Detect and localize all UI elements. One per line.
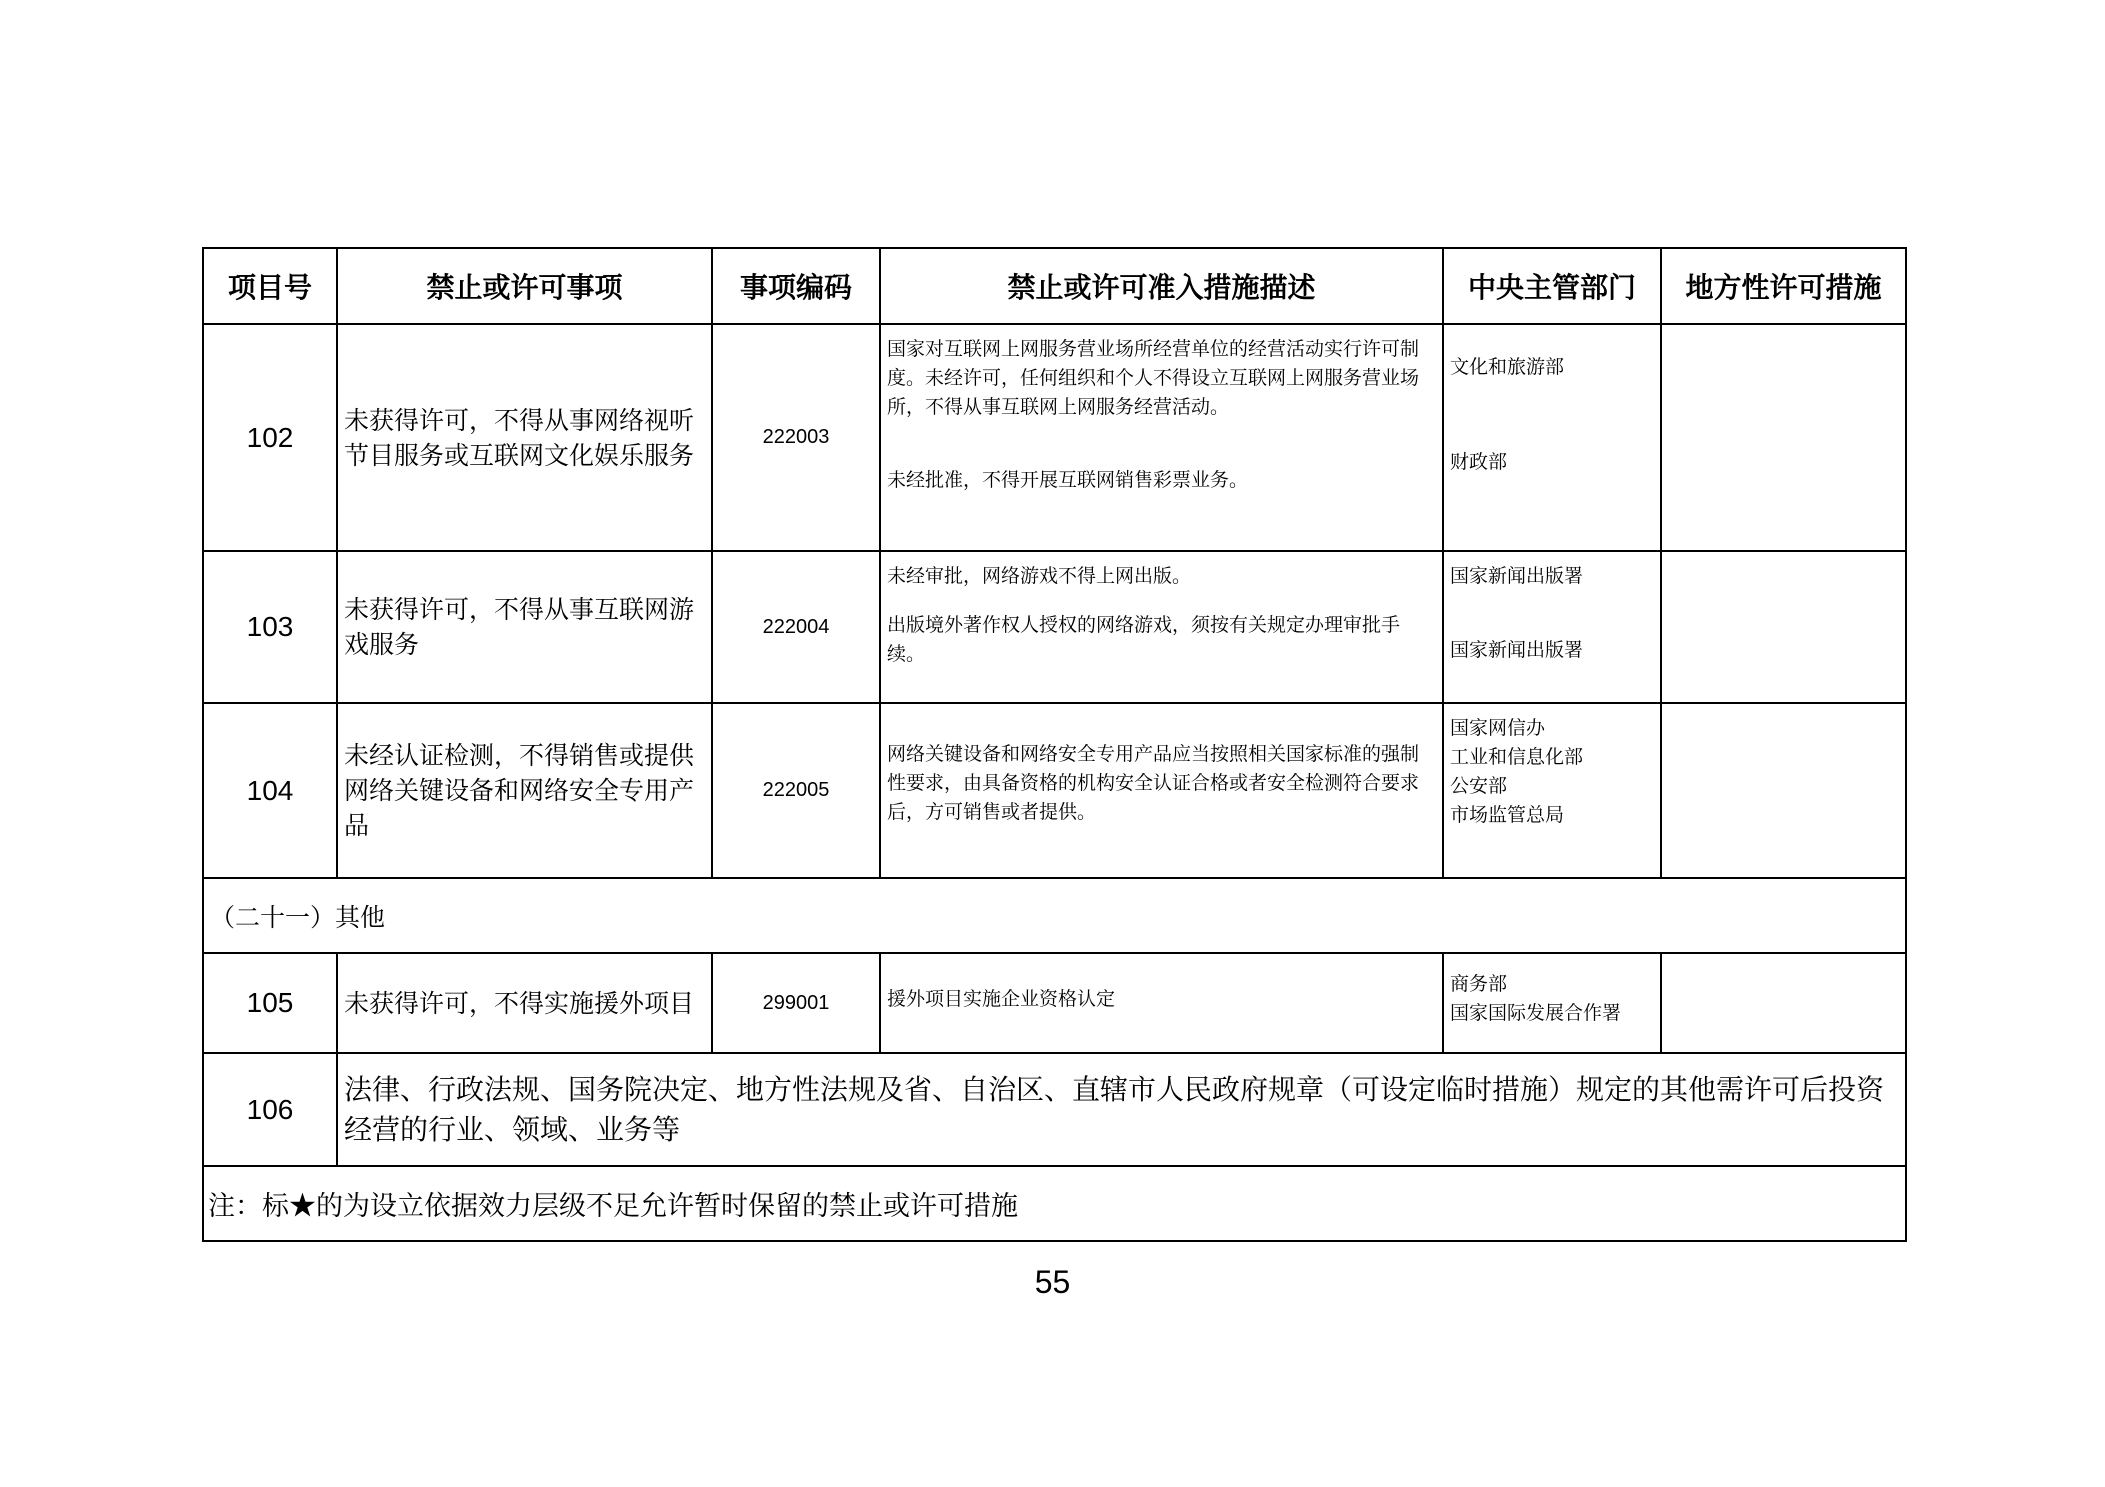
department-name: 财政部 [1450, 451, 1508, 473]
department-name: 公安部 [1450, 775, 1508, 797]
row-description [880, 703, 1443, 878]
row-number: 106 [203, 1053, 337, 1166]
row-number: 103 [203, 551, 337, 703]
department-name: 国家新闻出版署 [1450, 565, 1584, 587]
note-row [203, 1166, 1906, 1241]
department-name: 国家新闻出版署 [1450, 639, 1584, 661]
category-heading: （二十一）其他 [203, 878, 1906, 953]
header-central-department: 中央主管部门 [1443, 248, 1661, 324]
row-description [880, 324, 1443, 551]
table-row [203, 1053, 1906, 1166]
description-paragraph: 未经审批，网络游戏不得上网出版。 [887, 565, 1192, 587]
row-department [1443, 551, 1661, 703]
row-local-measure [1661, 953, 1906, 1053]
table-header-row [203, 248, 1906, 324]
row-local-measure [1661, 324, 1906, 551]
row-department [1443, 703, 1661, 878]
table-row [203, 953, 1906, 1053]
department-name: 市场监管总局 [1450, 804, 1565, 826]
row-local-measure [1661, 551, 1906, 703]
row-local-measure [1661, 703, 1906, 878]
description-paragraph: 出版境外著作权人授权的网络游戏，须按有关规定办理审批手续。 [887, 614, 1401, 665]
department-name: 文化和旅游部 [1450, 356, 1565, 378]
row-item: 未经认证检测，不得销售或提供网络关键设备和网络安全专用产品 [337, 703, 712, 878]
table-note: 注：标★的为设立依据效力层级不足允许暂时保留的禁止或许可措施 [203, 1166, 1906, 1241]
row-number: 102 [203, 324, 337, 551]
row-number: 104 [203, 703, 337, 878]
description-paragraph: 国家对互联网上网服务营业场所经营单位的经营活动实行许可制度。未经许可，任何组织和个人不得设立互联网上网服务营业场所，不得从事互联网上网服务经营活动。 [887, 338, 1420, 418]
table-row [203, 551, 1906, 703]
table-row [203, 703, 1906, 878]
category-row [203, 878, 1906, 953]
row-item: 未获得许可，不得从事网络视听节目服务或互联网文化娱乐服务 [337, 324, 712, 551]
department-name: 工业和信息化部 [1450, 746, 1584, 768]
row-code: 222004 [712, 551, 880, 703]
department-name: 国家网信办 [1450, 717, 1546, 739]
permit-table-sheet [202, 247, 1905, 1242]
description-paragraph: 未经批准，不得开展互联网销售彩票业务。 [887, 469, 1249, 491]
description-paragraph: 网络关键设备和网络安全专用产品应当按照相关国家标准的强制性要求，由具备资格的机构安全认证合格或者安全检测符合要求后，方可销售或者提供。 [887, 743, 1420, 823]
department-name: 国家国际发展合作署 [1450, 1002, 1622, 1024]
department-name: 商务部 [1450, 973, 1508, 995]
row-item: 未获得许可，不得实施援外项目 [337, 953, 712, 1053]
row-description: 援外项目实施企业资格认定 [880, 953, 1443, 1053]
header-item-code: 事项编码 [712, 248, 880, 324]
header-item-name: 禁止或许可事项 [337, 248, 712, 324]
header-local-measures: 地方性许可措施 [1661, 248, 1906, 324]
header-item-number: 项目号 [203, 248, 337, 324]
row-department [1443, 953, 1661, 1053]
table-row [203, 324, 1906, 551]
header-measure-description: 禁止或许可准入措施描述 [880, 248, 1443, 324]
page-number: 55 [1034, 1264, 1071, 1300]
row-item: 法律、行政法规、国务院决定、地方性法规及省、自治区、直辖市人民政府规章（可设定临时措施）规定的其他需许可后投资经营的行业、领域、业务等 [337, 1053, 1906, 1166]
row-department [1443, 324, 1661, 551]
permit-table [202, 247, 1907, 1242]
row-item: 未获得许可，不得从事互联网游戏服务 [337, 551, 712, 703]
row-code: 222003 [712, 324, 880, 551]
row-code: 299001 [712, 953, 880, 1053]
row-number: 105 [203, 953, 337, 1053]
row-description [880, 551, 1443, 703]
row-code: 222005 [712, 703, 880, 878]
